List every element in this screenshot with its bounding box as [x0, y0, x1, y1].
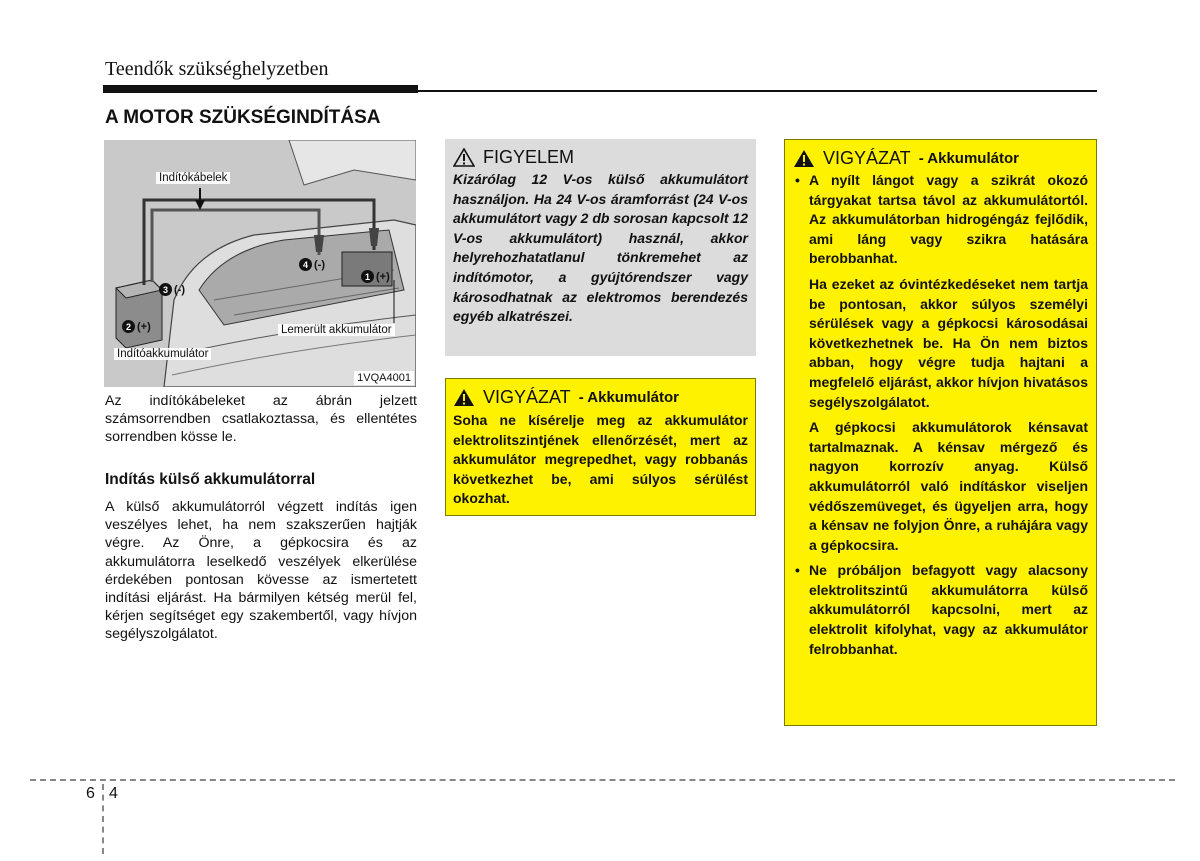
- vigyazat-right-title-row: [793, 148, 1088, 169]
- vigyazat-middle-suffix: - Akkumulátor: [578, 389, 679, 406]
- marker-4-number: 4: [299, 258, 312, 271]
- header-rule-thick: [103, 85, 418, 93]
- label-cables: Indítókábelek: [156, 172, 230, 184]
- jump-start-illustration: [104, 140, 416, 387]
- vigyazat-right-suffix: - Akkumulátor: [918, 150, 1019, 167]
- marker-3: [159, 283, 185, 296]
- subsection-title: Indítás külső akkumulátorral: [105, 471, 316, 488]
- figyelem-text: Kizárólag 12 V-os külső akkumulátort használjon. Ha 24 V-os áramforrást (24 V-os akkumulátort vagy 2 db sorosan kapcsolt 12 V-os akkumulátort) használ, akkor helyrehozhatatlanul tönkremehet az indítómotor, a gyújtórendszer vagy károsodhatnak az elektromos berendezés egyéb alkatrészei.: [453, 171, 748, 325]
- marker-2-sign: (+): [137, 320, 151, 333]
- vigyazat-middle-text: Soha ne kísérelje meg az akkumulátor elektrolitszintjének ellenőrzését, mert az akkumulátor megrepedhet, vagy robbanás következhet be, ami súlyos sérülést okozhat.: [453, 412, 748, 507]
- list-item: [793, 561, 1088, 659]
- marker-3-sign: (-): [174, 283, 185, 296]
- bullet1-paragraph-3: A gépkocsi akkumulátorok kénsavat tartalmaznak. A kénsav mérgező és nagyon korrozív anyag. Külső akkumulátorról való indításkor viseljen védőszemüveget, és ügyeljen arra, hogy a kénsav ne folyjon Önre, a ruhájára vagy a gépkocsira.: [809, 419, 1088, 553]
- list-item: [793, 171, 1088, 555]
- label-dead-battery: Lemerült akkumulátor: [278, 324, 395, 336]
- marker-2: [122, 320, 151, 333]
- figyelem-title: FIGYELEM: [483, 147, 575, 167]
- marker-1: [361, 270, 390, 283]
- bullet1-paragraph-1: • A nyílt lángot vagy a szikrát okozó tárgyakat tartsa távol az akkumulátortól. Az akkumulátorban hidrogéngáz fejlődik, ami láng vagy szikra hatására berobbanhat.: [809, 172, 1088, 267]
- footer-dashed-divider: [102, 784, 104, 854]
- figyelem-box: [445, 139, 756, 356]
- page-number: 4: [109, 785, 118, 802]
- figure-code: 1VQA4001: [354, 371, 414, 385]
- vigyazat-right-list: [793, 171, 1088, 659]
- vigyazat-right-title: VIGYÁZAT: [823, 148, 911, 168]
- subsection-paragraph: A külső akkumulátorról végzett indítás igen veszélyes lehet, ha nem szakszerűen hajtják végre. Az Önre, a gépkocsira és az akkumulátorra leselkedő veszélyek elkerülése érdekében pontosan kövesse az ismertetett indítási eljárást. Ha bármilyen kétség merül fel, kérjen segítséget egy szakembertől, vagy hívjon segélyszolgálatot.: [105, 499, 417, 643]
- vigyazat-middle-title-row: [453, 387, 748, 408]
- label-booster-battery: Indítóakkumulátor: [114, 348, 211, 360]
- figyelem-title-row: [453, 147, 748, 168]
- running-header: Teendők szükséghelyzetben: [105, 58, 329, 80]
- warning-triangle-icon: [793, 149, 815, 168]
- marker-4: [299, 258, 325, 271]
- bullet2-paragraph: • Ne próbáljon befagyott vagy alacsony elektrolitszintű akkumulátorra külső akkumulátorról kapcsolni, mert az elektrolit kifolyhat, vagy az akkumulátor felrobbanhat.: [809, 562, 1088, 657]
- intro-paragraph: Az indítókábeleket az ábrán jelzett számsorrendben csatlakoztassa, és ellentétes sorrendben kösse le.: [105, 393, 417, 446]
- footer-dashed-rule: [30, 779, 1175, 781]
- chapter-number: 6: [86, 785, 95, 802]
- marker-4-sign: (-): [314, 258, 325, 271]
- vigyazat-box-right: [784, 139, 1097, 726]
- warning-triangle-icon: [453, 388, 475, 407]
- marker-1-number: 1: [361, 270, 374, 283]
- marker-2-number: 2: [122, 320, 135, 333]
- header-rule-thin: [418, 90, 1097, 92]
- vigyazat-middle-title: VIGYÁZAT: [483, 387, 571, 407]
- marker-1-sign: (+): [376, 270, 390, 283]
- section-title: A MOTOR SZÜKSÉGINDÍTÁSA: [105, 107, 381, 128]
- warning-triangle-icon: [453, 148, 475, 167]
- marker-3-number: 3: [159, 283, 172, 296]
- bullet1-paragraph-2: Ha ezeket az óvintézkedéseket nem tartja be pontosan, akkor súlyos személyi sérülések vagy a gépkocsi károsodásai következhetnek be. Ha Ön nem biztos abban, hogy végre tudja hajtani a megfelelő eljárást, akkor hívjon hivatásos segélyszolgálatot.: [809, 275, 1088, 410]
- vigyazat-box-middle: [445, 378, 756, 516]
